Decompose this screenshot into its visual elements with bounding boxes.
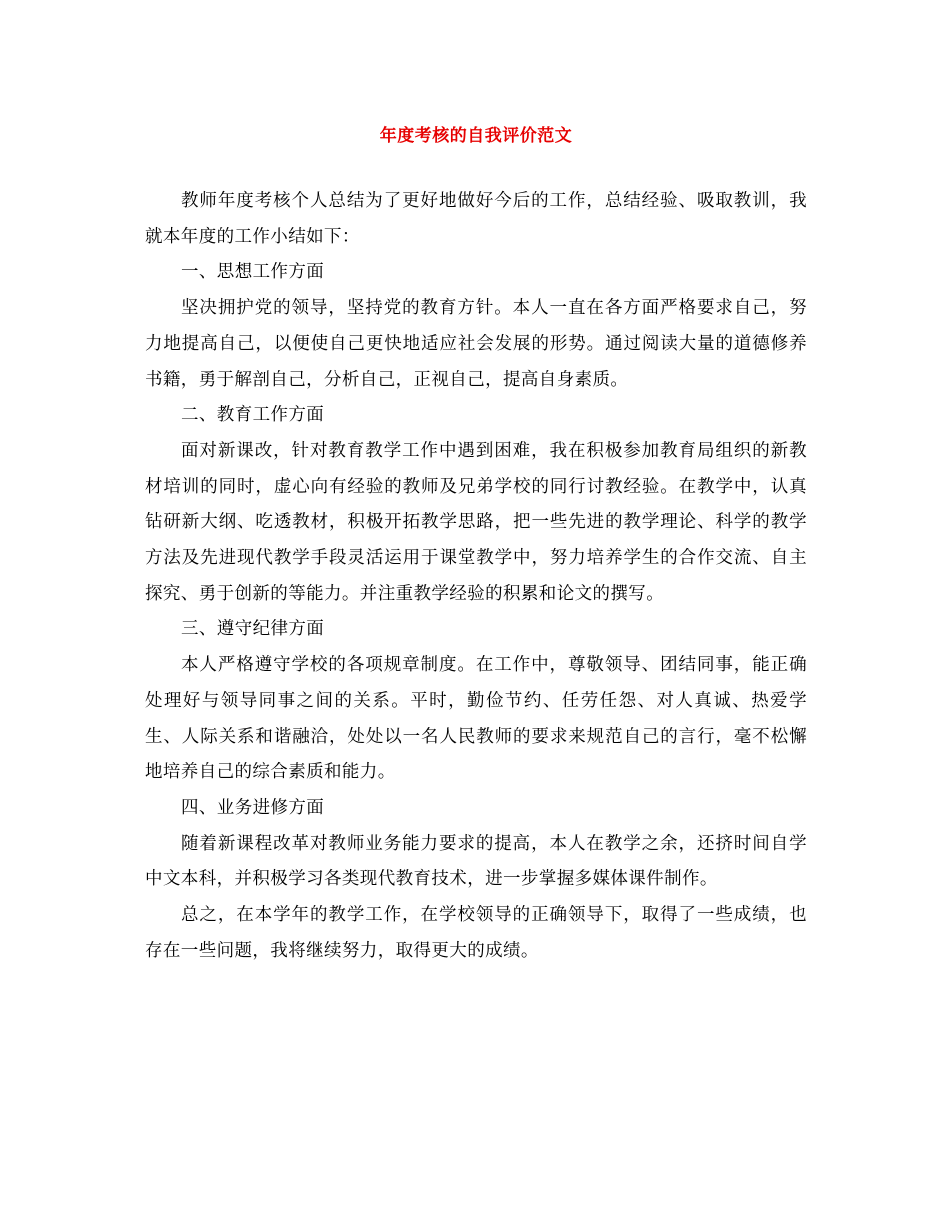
section-heading-3: 三、遵守纪律方面: [181, 619, 325, 640]
section-body-2: 面对新课改，针对教育教学工作中遇到困难，我在积极参加教育局组织的新教材培训的同时，虚心向有经验的教师及兄弟学校的同行讨教经验。在教学中，认真钻研新大纲、吃透教材，积极开拓教学思路，把一些先进的教学理论、科学的教学方法及先进现代教学手段灵活运用于课堂教学中，努力培养学生的合作交流、自主 探究、勇于创新的等能力。并注重教学经验的积累和论文的撰写。: [145, 440, 807, 604]
intro-paragraph: 教师年度考核个人总结为了更好地做好今后的工作，总结经验、吸取教训，我就本年度的工作小结如下：: [145, 191, 807, 247]
section-heading-2: 二、教育工作方面: [181, 405, 325, 426]
section-body-1: 坚决拥护党的领导，坚持党的教育方针。本人一直在各方面严格要求自己，努力地提高自己，以便使自己更快地适应社会发展的形势。通过阅读大量的道德修养书籍，勇于解剖自己，分析自己，正视自己，提高自身素质。: [145, 298, 807, 390]
section-heading-1: 一、思想工作方面: [181, 262, 325, 283]
conclusion-paragraph: 总之，在本学年的教学工作，在学校领导的正确领导下，取得了一些成绩，也存在一些问题，我将继续努力，取得更大的成绩。: [145, 905, 807, 961]
document-page: [145, 122, 807, 969]
section-heading-4: 四、业务进修方面: [181, 797, 325, 818]
section-body-3: 本人严格遵守学校的各项规章制度。在工作中，尊敬领导、团结同事，能正确处理好与领导同事之间的关系。平时，勤俭节约、任劳任怨、对人真诚、热爱学生、人际关系和谐融洽，处处以一名人民教师的要求来规范自己的言行，毫不松懈地培养自己的综合素质和能力。: [145, 655, 807, 783]
document-title: 年度考核的自我评价范文: [379, 126, 573, 146]
section-body-4: 随着新课程改革对教师业务能力要求的提高，本人在教学之余，还挤时间自学中文本科，并积极学习各类现代教育技术，进一步掌握多媒体课件制作。: [145, 833, 807, 890]
